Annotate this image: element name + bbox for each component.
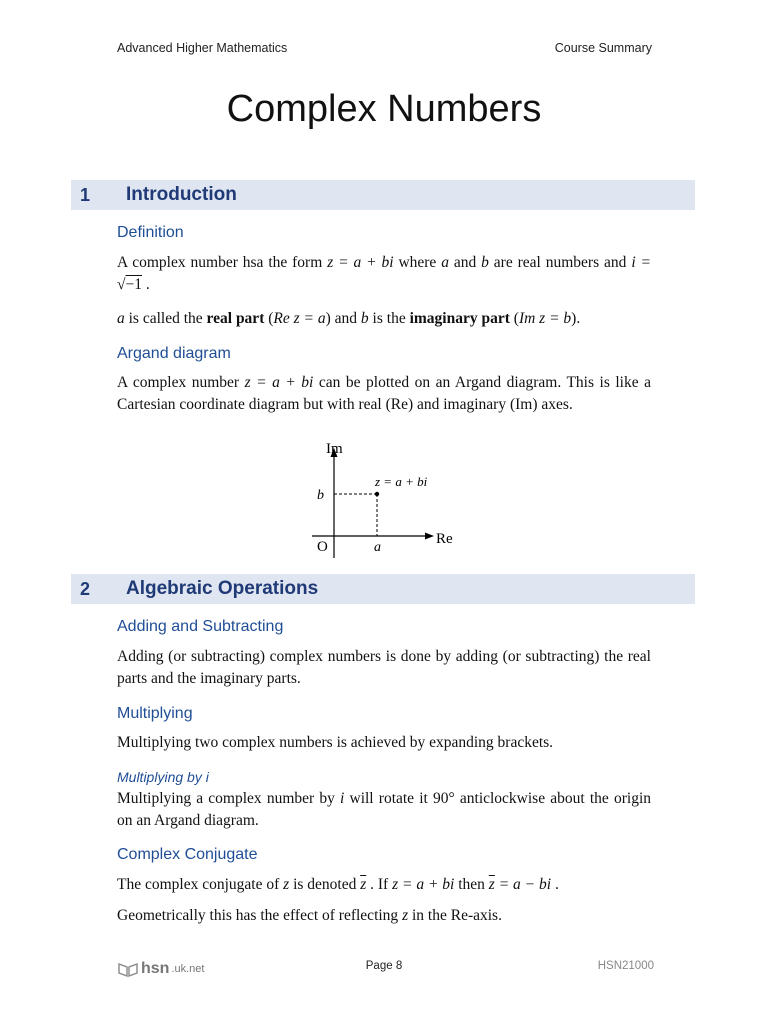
section-heading-introduction [71,180,695,210]
real-imag-paragraph: a is called the real part (Re z = a) and b is the imaginary part (Im z = b). [117,310,581,327]
reflection-paragraph: Geometrically this has the effect of reflecting z in the Re-axis. [117,907,502,924]
logo-text: hsn [141,960,170,977]
b-tick-label: b [317,488,324,503]
subheading-multiplying: Multiplying [117,705,193,722]
multiplying-by-i-paragraph: Multiplying a complex number by i will rotate it 90° anticlockwise about the origin on an Argand diagram. [117,790,651,829]
re-axis-arrowhead [425,533,434,540]
document-code: HSN21000 [597,960,654,972]
page-number: Page 8 [365,960,403,972]
argand-paragraph: A complex number z = a + bi can be plotted on an Argand diagram. This is like a Cartesian coordinate diagram but with real (Re) and imaginary (Im) axes. [117,374,652,413]
subheading-argand-diagram: Argand diagram [117,345,231,362]
subheading-adding-subtracting: Adding and Subtracting [117,618,284,635]
section-number: 2 [80,578,91,599]
section-title: Introduction [126,184,237,205]
section-title: Algebraic Operations [126,578,319,599]
im-axis-label: Im [326,441,343,457]
equation-i: i = [631,254,651,271]
section-heading-algebraic-operations [71,574,695,604]
term-real-part: real part [206,310,265,327]
argand-diagram [300,436,470,560]
definition-paragraph: A complex number hsa the form z = a + bi where a and b are real numbers and i = √−1 . [117,254,651,293]
z-bar-symbol: $\overline{z}$ [360,876,367,893]
subheading-multiplying-by-i: Multiplying by i [117,769,209,785]
header-course-title: Advanced Higher Mathematics [117,41,288,55]
point-z-label: z = a + bi [375,474,428,489]
origin-label: O [317,539,328,555]
page-title: Complex Numbers [226,88,542,130]
multiplying-paragraph: Multiplying two complex numbers is achieved by expanding brackets. [117,734,554,751]
header-document-type: Course Summary [554,41,652,55]
point-z [375,492,379,496]
conjugate-paragraph: The complex conjugate of z is denoted $\overline{z}$ . If z = a + bi then $\overline{z} = a$ − bi . [117,876,559,893]
adding-paragraph: Adding (or subtracting) complex numbers is done by adding (or subtracting) the real parts and the imaginary parts. [117,648,651,687]
subheading-definition: Definition [117,224,184,241]
re-axis-label: Re [436,531,453,547]
term-imaginary-part: imaginary part [409,310,510,327]
subheading-complex-conjugate: Complex Conjugate [117,846,258,863]
a-tick-label: a [374,540,381,555]
logo-suffix: .uk.net [171,963,205,975]
section-number: 1 [80,184,91,205]
sqrt-sign: √ [117,276,126,293]
equation-z: z = a + bi [327,254,394,271]
